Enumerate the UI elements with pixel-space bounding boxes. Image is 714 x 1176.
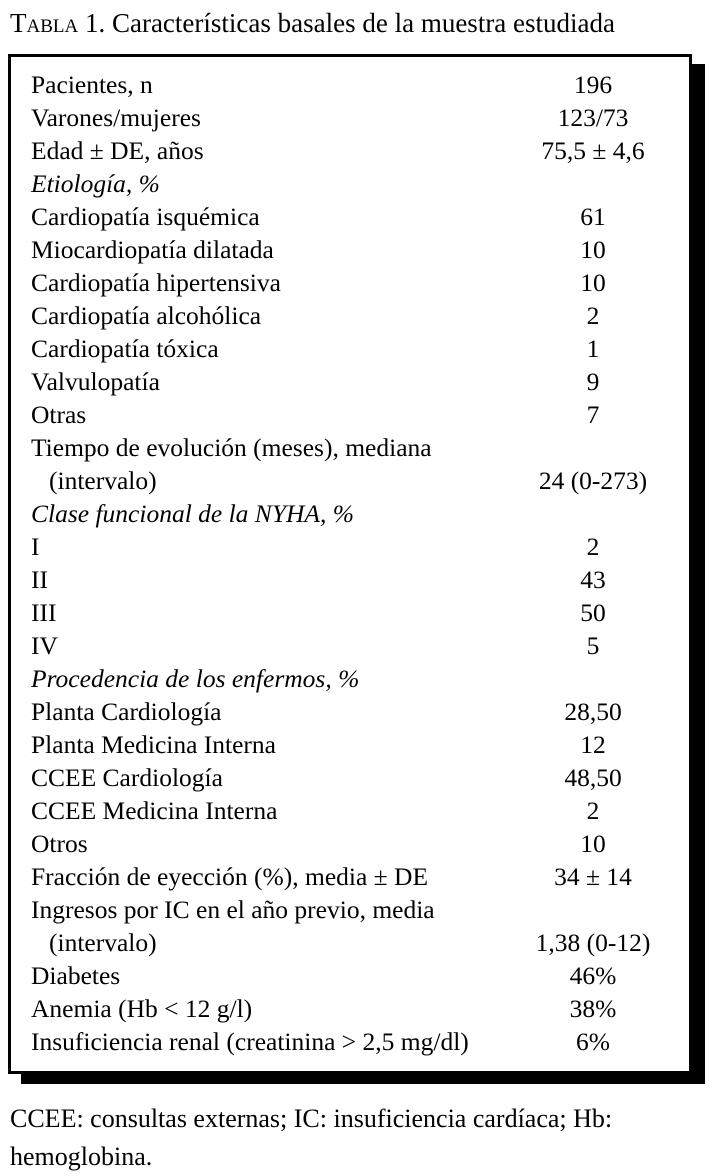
table-row [11, 596, 689, 629]
row-label: CCEE Medicina Interna [31, 795, 278, 825]
table-row [11, 167, 689, 200]
table-row [11, 629, 689, 662]
page [0, 7, 714, 1171]
row-label: (intervalo) [49, 465, 157, 495]
row-value: 48,50 [564, 762, 622, 792]
table-row [11, 695, 689, 728]
footnote-line-2: hemoglobina. [10, 1142, 153, 1171]
row-label: Procedencia de los enfermos, % [31, 663, 360, 693]
row-label: Etiología, % [31, 168, 160, 198]
row-value: 34 ± 14 [554, 861, 632, 891]
table-row [11, 332, 689, 365]
row-label: II [31, 564, 48, 594]
row-value: 50 [580, 597, 606, 627]
row-label: Otros [31, 828, 88, 858]
row-value: 9 [586, 366, 600, 396]
row-value: 10 [580, 267, 606, 297]
row-value: 61 [580, 201, 606, 231]
row-value: 123/73 [557, 102, 629, 132]
row-label: Cardiopatía isquémica [31, 201, 260, 231]
table-row [11, 662, 689, 695]
row-value: 75,5 ± 4,6 [541, 135, 645, 165]
row-value: 10 [580, 234, 606, 264]
table-row [11, 464, 689, 497]
table-row [11, 398, 689, 431]
row-value: 2 [586, 531, 600, 561]
row-label: I [31, 531, 40, 561]
row-label: Pacientes, n [31, 69, 153, 99]
row-value: 196 [573, 69, 613, 99]
row-label: Cardiopatía alcohólica [31, 300, 262, 330]
row-label: Miocardiopatía dilatada [31, 234, 274, 264]
row-value: 28,50 [564, 696, 622, 726]
table-row [11, 926, 689, 959]
table-row [11, 266, 689, 299]
table-row [11, 959, 689, 992]
table-row [11, 761, 689, 794]
row-value: 2 [586, 795, 600, 825]
table-row [11, 68, 689, 101]
table-row [11, 134, 689, 167]
table-row [11, 101, 689, 134]
row-value: 24 (0-273) [538, 465, 648, 495]
row-label: CCEE Cardiología [31, 762, 223, 792]
table-row [11, 1025, 689, 1058]
table-row [11, 530, 689, 563]
table-row [11, 728, 689, 761]
table-row [11, 992, 689, 1025]
table-row [11, 827, 689, 860]
row-label: Cardiopatía hipertensiva [31, 267, 281, 297]
row-label: Edad ± DE, años [31, 135, 204, 165]
row-value: 7 [586, 399, 600, 429]
row-value: 2 [586, 300, 600, 330]
table-row [11, 200, 689, 233]
row-value: 10 [580, 828, 606, 858]
footnote-line-1: CCEE: consultas externas; IC: insuficiencia cardíaca; Hb: [10, 1104, 613, 1133]
table-rows [11, 68, 689, 1058]
table-row [11, 563, 689, 596]
row-label: Otras [31, 399, 87, 429]
row-label: Planta Cardiología [31, 696, 222, 726]
table-row [11, 893, 689, 926]
table-row [11, 431, 689, 464]
table-title-text: 1. Características basales de la muestra estudiada [84, 8, 616, 38]
row-value: 43 [580, 564, 606, 594]
table-row [11, 233, 689, 266]
table-title [10, 7, 714, 39]
row-label: Clase funcional de la NYHA, % [31, 498, 354, 528]
table-title-label: Tabla [10, 8, 79, 38]
row-label: Anemia (Hb < 12 g/l) [31, 993, 253, 1023]
row-value: 1 [586, 333, 600, 363]
row-label: Ingresos por IC en el año previo, media [31, 894, 435, 924]
row-value: 5 [586, 630, 600, 660]
table-footnote [10, 1100, 714, 1176]
row-label: Planta Medicina Interna [31, 729, 276, 759]
row-label: Fracción de eyección (%), media ± DE [31, 861, 429, 891]
row-label: IV [31, 630, 58, 660]
table-row [11, 497, 689, 530]
row-label: Valvulopatía [31, 366, 160, 396]
table-row [11, 365, 689, 398]
row-value: 12 [580, 729, 606, 759]
row-label: (intervalo) [49, 927, 157, 957]
row-label: Diabetes [31, 960, 121, 990]
row-label: Insuficiencia renal (creatinina > 2,5 mg/dl) [31, 1026, 469, 1056]
row-label: Cardiopatía tóxica [31, 333, 219, 363]
row-value: 38% [569, 993, 617, 1023]
row-value: 46% [569, 960, 617, 990]
table-row [11, 794, 689, 827]
row-label: Tiempo de evolución (meses), mediana [31, 432, 432, 462]
row-label: III [31, 597, 57, 627]
table-row [11, 860, 689, 893]
table-row [11, 299, 689, 332]
row-value: 6% [576, 1026, 610, 1056]
baseline-characteristics-table [8, 54, 692, 1074]
row-label: Varones/mujeres [31, 102, 201, 132]
row-value: 1,38 (0-12) [535, 927, 651, 957]
